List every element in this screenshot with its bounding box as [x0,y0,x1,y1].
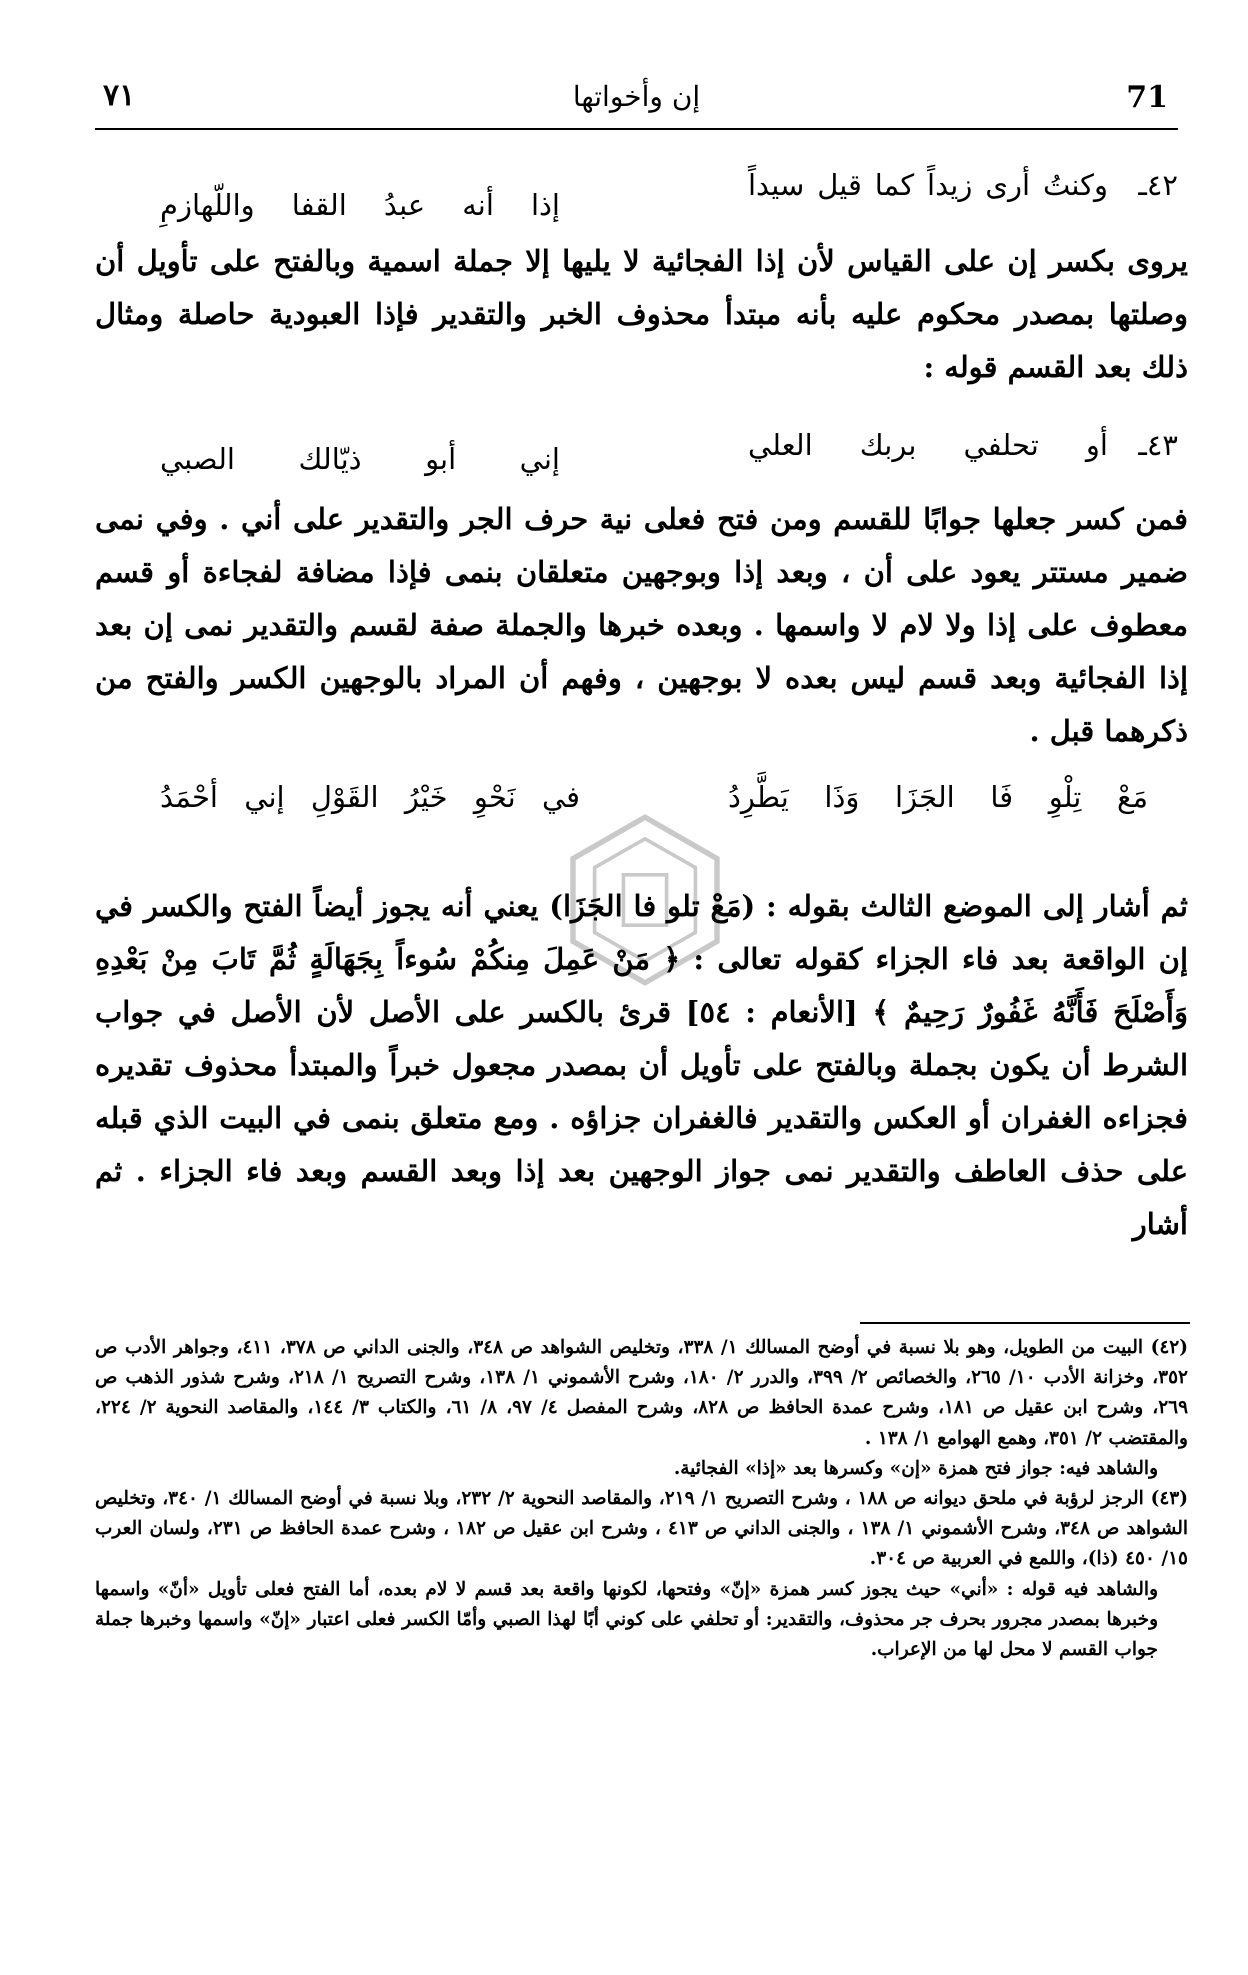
verse-42 [160,168,1178,222]
verse-hemistich-second: إني أبو ذيّالك الصبي [160,442,560,476]
header-rule [95,128,1178,130]
footnote-43-witness: والشاهد فيه قوله : «أني» حيث يجوز كسر همزة «إنّ» وفتحها، لكونها واقعة بعد قسم لا لام بعده، أما الفتح فعلى تأويل «أنّ» واسمها وخبرها بمصدر مجرور بحرف جر محذوف، والتقدير: أو تحلفي على كوني أبًا لهذا الصبي وأمّا الكسر فعلى اعتبار «إنّ» واسمها وخبرها جملة جواب القسم لا محل لها من الإعراب. [95,1578,1158,1661]
verse-hemistich-second: في نَحْوِ خَيْرُ القَوْلِ إني أحْمَدُ [160,780,580,814]
footnote-42: (٤٢) البيت من الطويل، وهو بلا نسبة في أوضح المسالك ١/ ٣٣٨، وتخليص الشواهد ص ٣٤٨، والجنى الداني ص ٣٧٨، ٤١١، وجواهر الأدب ص ٣٥٢، وخزانة الأدب ١٠/ ٢٦٥، والخصائص ٢/ ٣٩٩، والدرر ٢/ ١٨٠، وشرح الأشموني ١/ ١٣٨، وشرح التصريح ١/ ٢١٨، وشرح شذور الذهب ص ٢٦٩، وشرح ابن عقيل ص ١٨١، وشرح عمدة الحافظ ص ٨٢٨، وشرح المفصل ٤/ ٩٧، ٨/ ٦١، والكتاب ٣/ ١٤٤، والمقاصد النحوية ٢/ ٢٢٤، والمقتضب ٢/ ٣٥١، وهمع الهوامع ١/ ١٣٨ . [95,1337,1189,1449]
paragraph-2: فمن كسر جعلها جوابًا للقسم ومن فتح فعلى نية حرف الجر والتقدير على أني . وفي نمى ضمير مستتر يعود على أن ، وبعد إذا وبوجهين متعلقان بنمى فإذا مضافة لفجاءة أو قسم معطوف على إذا ولا لام لا واسمها . وبعده خبرها والجملة صفة لقسم والتقدير نمى إن بعد إذا الفجائية وبعد قسم ليس بعده لا بوجهين ، وفهم أن المراد بالوجهين الكسر والفتح من ذكرهما قبل . [95,502,1188,748]
verse-number: ٤٣ـ [1138,428,1178,462]
verse-43 [160,428,1178,478]
verse-number: ٤٢ـ [1138,168,1178,202]
page-number-latin: 71 [1126,80,1168,115]
verse-hemistich-second: إذا أنه عبدُ القفا واللّهازمِ [160,188,560,222]
paragraph-1: يروى بكسر إن على القياس لأن إذا الفجائية لا يليها إلا جملة اسمية وبالفتح على تأويل أن وصلتها بمصدر محكوم عليه بأنه مبتدأ محذوف الخبر والتقدير فإذا العبودية حاصلة ومثال ذلك بعد القسم قوله : [95,244,1188,384]
footnote-rule [860,1322,1190,1324]
footnote-43: (٤٣) الرجز لرؤبة في ملحق ديوانه ص ١٨٨ ، وشرح التصريح ١/ ٢١٩، والمقاصد النحوية ٢/ ٢٣٢، وبلا نسبة في أوضح المسالك ١/ ٣٤٠، وتخليص الشواهد ص ٣٤٨، وشرح الأشموني ١/ ١٣٨ ، والجنى الداني ص ٤١٣ ، وشرح ابن عقيل ص ١٨٢ ، وشرح عمدة الحافظ ص ٢٣١، ولسان العرب ١٥/ ٤٥٠ (ذا)، واللمع في العربية ص ٣٠٤. [95,1488,1189,1570]
footnotes [95,1333,1188,1665]
page-number-arabic: ٧١ [103,78,136,113]
verse-hemistich-first: وكنتُ أرى زيداً كما قيل سيداً [748,168,1108,202]
verse-hemistich-first: مَعْ تِلْوِ فَا الجَزَا وَذَا يَطَّرِدُ [728,780,1148,814]
paragraph-3: ثم أشار إلى الموضع الثالث بقوله : (مَعْ تلو فا الجَزَا) يعني أنه يجوز أيضاً الفتح والكسر في إن الواقعة بعد فاء الجزاء كقوله تعالى : ﴿ مَنْ عَمِلَ مِنكُمْ سُوءاً بِجَهَالَةٍ ثُمَّ تَابَ مِنْ بَعْدِهِ وَأَصْلَحَ فَأَنَّهُ غَفُورٌ رَحِيمٌ ﴾ [الأنعام : ٥٤] قرئ بالكسر على الأصل لأن الأصل في جواب الشرط أن يكون بجملة وبالفتح على تأويل أن بمصدر مجعول خبراً والمبتدأ محذوف تقديره فجزاءه الغفران أو العكس والتقدير فالغفران جزاؤه . ومع متعلق بنمى في البيت الذي قبله على حذف العاطف والتقدير نمى جواز الوجهين بعد إذا وبعد القسم وبعد فاء الجزاء . ثم أشار [95,889,1188,1241]
running-title: إن وأخواتها [572,80,701,113]
page-header [95,78,1178,128]
verse-hemistich-first: أو تحلفي بربك العلي [748,428,1108,462]
footnote-42-witness: والشاهد فيه: جواز فتح همزة «إن» وكسرها بعد «إذا» الفجائية. [673,1457,1158,1479]
